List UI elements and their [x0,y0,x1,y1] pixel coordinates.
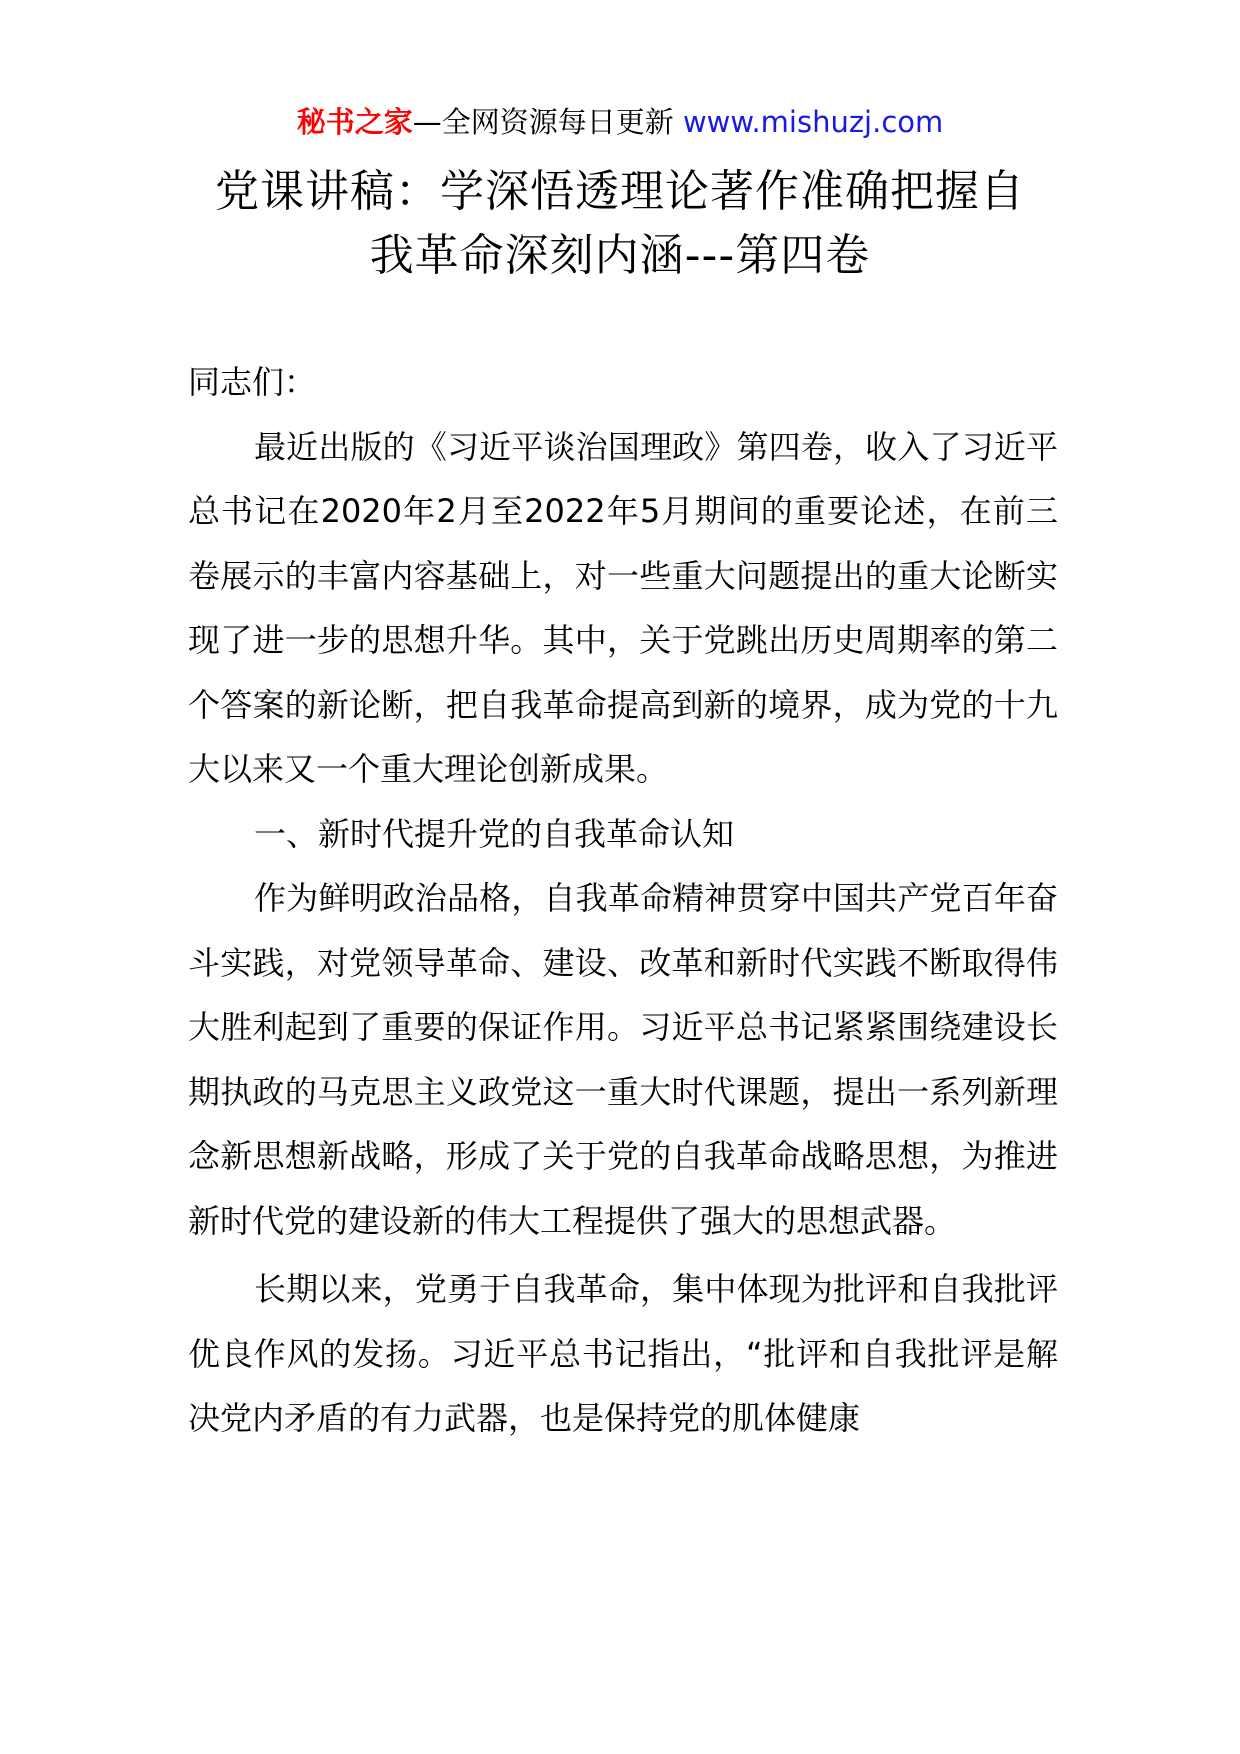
paragraph-self-revolution: 作为鲜明政治品格，自我革命精神贯穿中国共产党百年奋斗实践，对党领导革命、建设、改革和新时代实践不断取得伟大胜利起到了重要的保证作用。习近平总书记紧紧围绕建设长期执政的马克思主义政党这一重大时代课题，提出一系列新理念新思想新战略，形成了关于党的自我革命战略思想，为推进新时代党的建设新的伟大工程提供了强大的思想武器。 [188,879,1058,1240]
site-brand: 秘书之家 [296,105,413,139]
title-line-1: 党课讲稿：学深悟透理论著作准确把握自 [215,166,1025,217]
section-heading-1: 一、新时代提升党的自我革命认知 [254,814,735,853]
document-body [188,350,1058,1451]
document-title [150,160,1090,288]
paragraph-intro: 最近出版的《习近平谈治国理政》第四卷，收入了习近平总书记在2020年2月至2022年5月期间的重要论述，在前三卷展示的丰富内容基础上，对一些重大问题提出的重大论断实现了进一步的思想升华。其中，关于党跳出历史周期率的第二个答案的新论断，把自我革命提高到新的境界，成为党的十九大以来又一个重大理论创新成果。 [188,427,1058,788]
title-line-2: 我革命深刻内涵---第四卷 [369,230,871,281]
greeting: 同志们： [188,363,317,401]
site-header [0,102,1240,142]
site-url-link[interactable]: www.mishuzj.com [682,105,944,139]
site-tagline: —全网资源每日更新 [412,105,674,139]
paragraph-criticism: 长期以来，党勇于自我革命，集中体现为批评和自我批评优良作风的发扬。习近平总书记指出，“批评和自我批评是解决党内矛盾的有力武器，也是保持党的肌体健康 [188,1270,1058,1437]
